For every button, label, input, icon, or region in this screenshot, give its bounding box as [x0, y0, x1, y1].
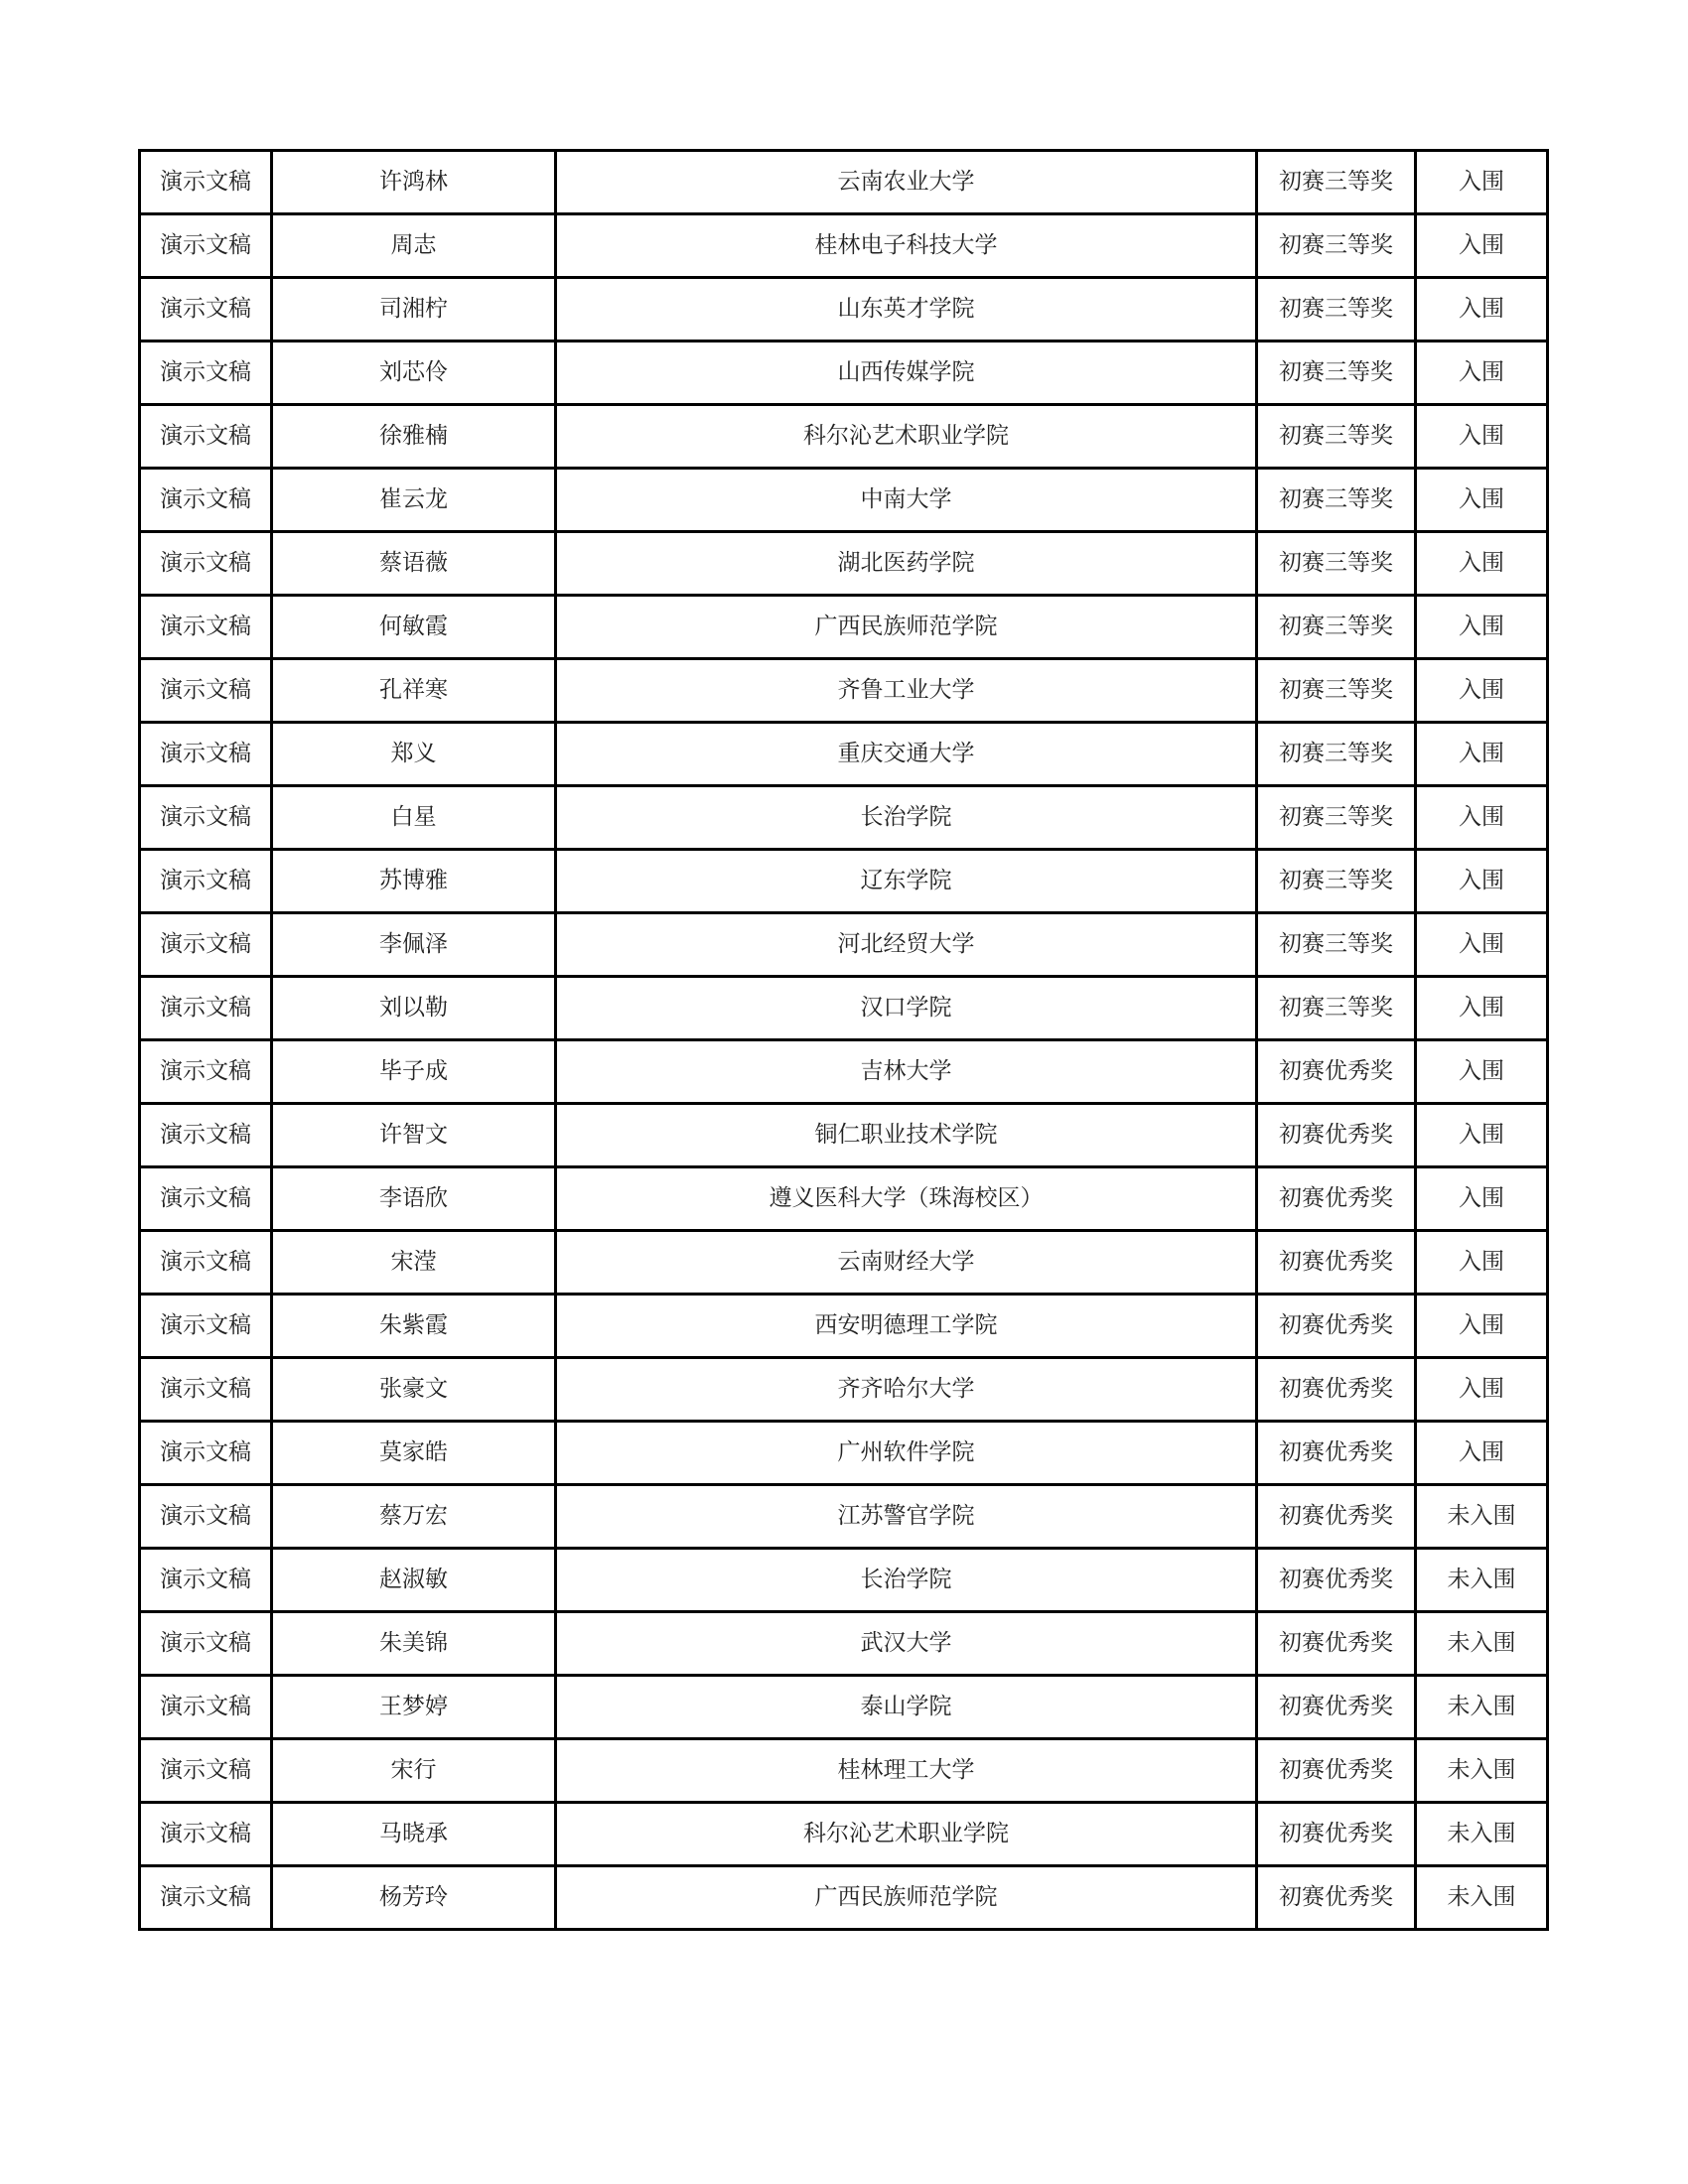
name-cell: 赵淑敏 — [272, 1549, 556, 1612]
category-cell: 演示文稿 — [140, 786, 272, 850]
school-cell: 江苏警官学院 — [556, 1485, 1257, 1549]
award-cell: 初赛优秀奖 — [1257, 1612, 1416, 1676]
category-cell: 演示文稿 — [140, 1358, 272, 1422]
award-cell: 初赛优秀奖 — [1257, 1549, 1416, 1612]
school-cell: 广西民族师范学院 — [556, 1866, 1257, 1930]
school-cell: 科尔沁艺术职业学院 — [556, 405, 1257, 469]
award-cell: 初赛优秀奖 — [1257, 1104, 1416, 1167]
category-cell: 演示文稿 — [140, 1803, 272, 1866]
category-cell: 演示文稿 — [140, 532, 272, 596]
status-cell: 入围 — [1416, 469, 1548, 532]
school-cell: 重庆交通大学 — [556, 723, 1257, 786]
award-cell: 初赛优秀奖 — [1257, 1739, 1416, 1803]
status-cell: 入围 — [1416, 405, 1548, 469]
category-cell: 演示文稿 — [140, 913, 272, 977]
name-cell: 朱美锦 — [272, 1612, 556, 1676]
table-row — [140, 1167, 1548, 1231]
table-row — [140, 151, 1548, 214]
category-cell: 演示文稿 — [140, 1422, 272, 1485]
award-cell: 初赛优秀奖 — [1257, 1803, 1416, 1866]
name-cell: 孔祥寒 — [272, 659, 556, 723]
status-cell: 入围 — [1416, 1295, 1548, 1358]
name-cell: 周志 — [272, 214, 556, 278]
status-cell: 未入围 — [1416, 1612, 1548, 1676]
school-cell: 桂林电子科技大学 — [556, 214, 1257, 278]
results-table — [138, 149, 1549, 1931]
school-cell: 山西传媒学院 — [556, 341, 1257, 405]
status-cell: 入围 — [1416, 278, 1548, 341]
category-cell: 演示文稿 — [140, 1040, 272, 1104]
category-cell: 演示文稿 — [140, 1167, 272, 1231]
table-row — [140, 723, 1548, 786]
name-cell: 白星 — [272, 786, 556, 850]
name-cell: 蔡语薇 — [272, 532, 556, 596]
award-cell: 初赛三等奖 — [1257, 405, 1416, 469]
category-cell: 演示文稿 — [140, 659, 272, 723]
table-row — [140, 913, 1548, 977]
school-cell: 泰山学院 — [556, 1676, 1257, 1739]
status-cell: 入围 — [1416, 913, 1548, 977]
category-cell: 演示文稿 — [140, 469, 272, 532]
name-cell: 崔云龙 — [272, 469, 556, 532]
name-cell: 许鸿林 — [272, 151, 556, 214]
table-row — [140, 1485, 1548, 1549]
school-cell: 遵义医科大学（珠海校区） — [556, 1167, 1257, 1231]
status-cell: 入围 — [1416, 723, 1548, 786]
name-cell: 李语欣 — [272, 1167, 556, 1231]
table-row — [140, 1422, 1548, 1485]
name-cell: 许智文 — [272, 1104, 556, 1167]
award-cell: 初赛优秀奖 — [1257, 1295, 1416, 1358]
name-cell: 莫家皓 — [272, 1422, 556, 1485]
category-cell: 演示文稿 — [140, 596, 272, 659]
table-row — [140, 1866, 1548, 1930]
school-cell: 西安明德理工学院 — [556, 1295, 1257, 1358]
name-cell: 毕子成 — [272, 1040, 556, 1104]
award-cell: 初赛优秀奖 — [1257, 1040, 1416, 1104]
name-cell: 何敏霞 — [272, 596, 556, 659]
table-row — [140, 1295, 1548, 1358]
table-row — [140, 532, 1548, 596]
school-cell: 铜仁职业技术学院 — [556, 1104, 1257, 1167]
status-cell: 入围 — [1416, 1422, 1548, 1485]
school-cell: 齐鲁工业大学 — [556, 659, 1257, 723]
category-cell: 演示文稿 — [140, 1231, 272, 1295]
school-cell: 吉林大学 — [556, 1040, 1257, 1104]
name-cell: 郑义 — [272, 723, 556, 786]
school-cell: 广州软件学院 — [556, 1422, 1257, 1485]
school-cell: 云南农业大学 — [556, 151, 1257, 214]
table-row — [140, 469, 1548, 532]
award-cell: 初赛优秀奖 — [1257, 1231, 1416, 1295]
school-cell: 云南财经大学 — [556, 1231, 1257, 1295]
name-cell: 杨芳玲 — [272, 1866, 556, 1930]
school-cell: 科尔沁艺术职业学院 — [556, 1803, 1257, 1866]
category-cell: 演示文稿 — [140, 1104, 272, 1167]
award-cell: 初赛三等奖 — [1257, 659, 1416, 723]
table-row — [140, 850, 1548, 913]
name-cell: 司湘柠 — [272, 278, 556, 341]
name-cell: 蔡万宏 — [272, 1485, 556, 1549]
school-cell: 山东英才学院 — [556, 278, 1257, 341]
table-row — [140, 1549, 1548, 1612]
status-cell: 入围 — [1416, 214, 1548, 278]
status-cell: 入围 — [1416, 1358, 1548, 1422]
table-row — [140, 341, 1548, 405]
table-row — [140, 1612, 1548, 1676]
award-cell: 初赛三等奖 — [1257, 151, 1416, 214]
category-cell: 演示文稿 — [140, 1295, 272, 1358]
table-row — [140, 405, 1548, 469]
award-cell: 初赛优秀奖 — [1257, 1866, 1416, 1930]
award-cell: 初赛三等奖 — [1257, 723, 1416, 786]
category-cell: 演示文稿 — [140, 405, 272, 469]
table-row — [140, 214, 1548, 278]
table-row — [140, 977, 1548, 1040]
school-cell: 湖北医药学院 — [556, 532, 1257, 596]
school-cell: 辽东学院 — [556, 850, 1257, 913]
school-cell: 武汉大学 — [556, 1612, 1257, 1676]
table-row — [140, 1104, 1548, 1167]
table-row — [140, 1358, 1548, 1422]
school-cell: 中南大学 — [556, 469, 1257, 532]
name-cell: 朱紫霞 — [272, 1295, 556, 1358]
status-cell: 入围 — [1416, 1040, 1548, 1104]
award-cell: 初赛三等奖 — [1257, 850, 1416, 913]
award-cell: 初赛优秀奖 — [1257, 1422, 1416, 1485]
table-row — [140, 1803, 1548, 1866]
status-cell: 入围 — [1416, 1167, 1548, 1231]
name-cell: 刘以勒 — [272, 977, 556, 1040]
award-cell: 初赛三等奖 — [1257, 977, 1416, 1040]
school-cell: 长治学院 — [556, 786, 1257, 850]
table-row — [140, 1040, 1548, 1104]
award-cell: 初赛三等奖 — [1257, 278, 1416, 341]
status-cell: 未入围 — [1416, 1803, 1548, 1866]
status-cell: 入围 — [1416, 1104, 1548, 1167]
award-cell: 初赛优秀奖 — [1257, 1167, 1416, 1231]
award-cell: 初赛三等奖 — [1257, 786, 1416, 850]
name-cell: 马晓承 — [272, 1803, 556, 1866]
status-cell: 未入围 — [1416, 1676, 1548, 1739]
table-row — [140, 786, 1548, 850]
name-cell: 张豪文 — [272, 1358, 556, 1422]
award-cell: 初赛三等奖 — [1257, 596, 1416, 659]
status-cell: 入围 — [1416, 151, 1548, 214]
category-cell: 演示文稿 — [140, 1866, 272, 1930]
award-cell: 初赛三等奖 — [1257, 469, 1416, 532]
category-cell: 演示文稿 — [140, 723, 272, 786]
status-cell: 入围 — [1416, 341, 1548, 405]
table-row — [140, 278, 1548, 341]
status-cell: 未入围 — [1416, 1866, 1548, 1930]
category-cell: 演示文稿 — [140, 850, 272, 913]
category-cell: 演示文稿 — [140, 1739, 272, 1803]
category-cell: 演示文稿 — [140, 1676, 272, 1739]
category-cell: 演示文稿 — [140, 977, 272, 1040]
school-cell: 长治学院 — [556, 1549, 1257, 1612]
status-cell: 入围 — [1416, 1231, 1548, 1295]
award-cell: 初赛三等奖 — [1257, 214, 1416, 278]
status-cell: 入围 — [1416, 786, 1548, 850]
status-cell: 入围 — [1416, 659, 1548, 723]
status-cell: 入围 — [1416, 596, 1548, 659]
category-cell: 演示文稿 — [140, 151, 272, 214]
category-cell: 演示文稿 — [140, 214, 272, 278]
award-cell: 初赛三等奖 — [1257, 913, 1416, 977]
school-cell: 齐齐哈尔大学 — [556, 1358, 1257, 1422]
name-cell: 刘芯伶 — [272, 341, 556, 405]
award-cell: 初赛三等奖 — [1257, 341, 1416, 405]
status-cell: 未入围 — [1416, 1549, 1548, 1612]
status-cell: 入围 — [1416, 532, 1548, 596]
name-cell: 宋行 — [272, 1739, 556, 1803]
award-cell: 初赛优秀奖 — [1257, 1676, 1416, 1739]
status-cell: 入围 — [1416, 850, 1548, 913]
results-table-body — [140, 151, 1548, 1930]
award-cell: 初赛三等奖 — [1257, 532, 1416, 596]
category-cell: 演示文稿 — [140, 1485, 272, 1549]
school-cell: 汉口学院 — [556, 977, 1257, 1040]
status-cell: 未入围 — [1416, 1485, 1548, 1549]
category-cell: 演示文稿 — [140, 1549, 272, 1612]
award-cell: 初赛优秀奖 — [1257, 1485, 1416, 1549]
table-row — [140, 1676, 1548, 1739]
name-cell: 徐雅楠 — [272, 405, 556, 469]
name-cell: 苏博雅 — [272, 850, 556, 913]
status-cell: 未入围 — [1416, 1739, 1548, 1803]
table-row — [140, 596, 1548, 659]
table-row — [140, 659, 1548, 723]
school-cell: 河北经贸大学 — [556, 913, 1257, 977]
school-cell: 广西民族师范学院 — [556, 596, 1257, 659]
status-cell: 入围 — [1416, 977, 1548, 1040]
category-cell: 演示文稿 — [140, 278, 272, 341]
name-cell: 王梦婷 — [272, 1676, 556, 1739]
category-cell: 演示文稿 — [140, 341, 272, 405]
school-cell: 桂林理工大学 — [556, 1739, 1257, 1803]
name-cell: 宋滢 — [272, 1231, 556, 1295]
award-cell: 初赛优秀奖 — [1257, 1358, 1416, 1422]
table-row — [140, 1231, 1548, 1295]
category-cell: 演示文稿 — [140, 1612, 272, 1676]
name-cell: 李佩泽 — [272, 913, 556, 977]
table-row — [140, 1739, 1548, 1803]
